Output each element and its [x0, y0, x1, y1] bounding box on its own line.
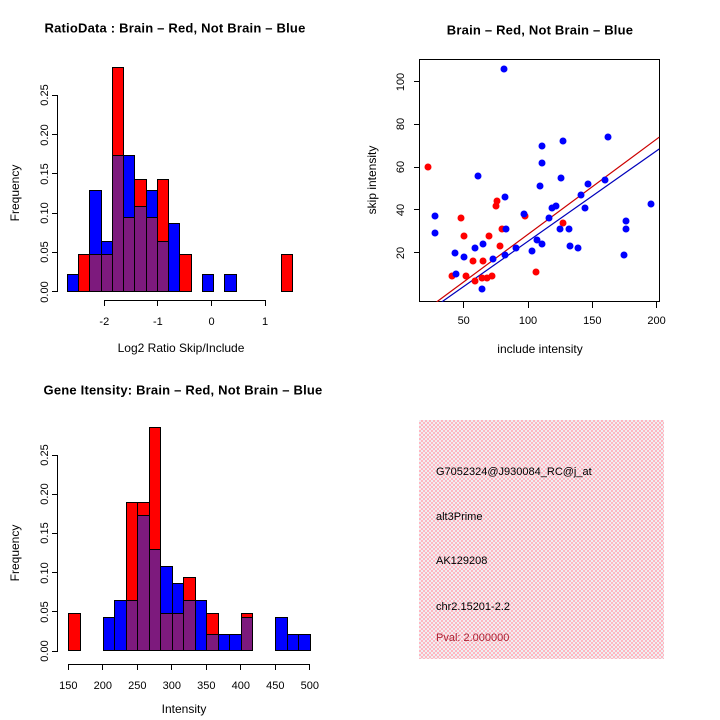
y-tick — [52, 173, 58, 174]
scatter-point-blue — [472, 245, 479, 252]
scatter-point-blue — [567, 243, 574, 250]
x-tick — [309, 664, 310, 670]
x-tick — [463, 302, 464, 308]
y-tick — [52, 95, 58, 96]
scatter-point-red — [486, 232, 493, 239]
hist-bar-red — [281, 254, 293, 292]
gene-info-line: G7052324@J930084_RC@j_at — [436, 465, 592, 478]
x-tick-label: -1 — [153, 315, 163, 328]
hist-bar-blue — [224, 274, 236, 291]
scatter-point-blue — [500, 65, 507, 72]
x-tick-label: 400 — [231, 679, 250, 692]
gene-info-line: alt3Prime — [436, 510, 483, 523]
gene-histogram-ylabel: Frequency — [8, 524, 22, 582]
scatter-point-red — [460, 232, 467, 239]
pval-text: Pval: 2.000000 — [436, 632, 510, 645]
gene-info-panel — [419, 420, 664, 659]
x-tick-label: 200 — [647, 315, 666, 327]
x-tick-label: 350 — [197, 679, 216, 692]
y-tick — [52, 213, 58, 214]
scatter-point-blue — [622, 217, 629, 224]
x-tick — [211, 300, 212, 306]
x-tick — [528, 302, 529, 308]
y-tick-label: 40 — [395, 203, 407, 217]
scatter-point-blue — [452, 271, 459, 278]
scatter-point-blue — [602, 176, 609, 183]
hist-bar-red — [179, 254, 191, 292]
y-tick-label: 0.10 — [39, 202, 51, 224]
x-axis — [104, 300, 265, 301]
y-tick — [52, 572, 58, 573]
y-tick-label: 0.25 — [39, 84, 51, 106]
y-tick-label: 0.05 — [39, 241, 51, 264]
scatter-point-blue — [460, 253, 467, 260]
scatter-point-red — [479, 258, 486, 265]
scatter-point-blue — [575, 245, 582, 252]
x-tick-label: 500 — [300, 679, 319, 692]
x-tick-label: 100 — [518, 315, 538, 327]
scatter-point-blue — [513, 245, 520, 252]
x-tick — [206, 664, 207, 670]
hist-bar-overlap — [241, 617, 254, 651]
y-tick-label: 20 — [395, 246, 407, 259]
gene-info-line: chr2.15201-2.2 — [436, 600, 510, 613]
scatter-point-blue — [648, 200, 655, 207]
y-tick-label: 100 — [395, 72, 407, 91]
y-tick-label: 0.10 — [39, 561, 51, 584]
x-tick — [104, 300, 105, 306]
y-tick-label: 80 — [395, 118, 407, 131]
scatter-point-blue — [536, 183, 543, 190]
gene-histogram-xlabel: Intensity — [161, 702, 207, 716]
scatter-point-blue — [621, 251, 628, 258]
hist-bar-blue — [202, 274, 214, 291]
y-tick-label: 0.15 — [39, 522, 51, 545]
scatter-point-blue — [474, 172, 481, 179]
scatter-point-blue — [558, 174, 565, 181]
scatter-point-blue — [539, 142, 546, 149]
scatter-point-red — [469, 258, 476, 265]
scatter-point-blue — [553, 202, 560, 209]
scatter-point-blue — [585, 181, 592, 188]
x-tick — [265, 300, 266, 306]
scatter-point-blue — [622, 226, 629, 233]
y-tick-label: 60 — [395, 161, 407, 174]
x-tick-label: 150 — [59, 679, 78, 692]
ratio-histogram-title: RatioData : Brain – Red, Not Brain – Blue — [44, 20, 306, 36]
x-tick-label: 0 — [208, 315, 215, 328]
scatter-point-red — [532, 268, 539, 275]
ratio-histogram-xlabel: Log2 Ratio Skip/Include — [117, 341, 245, 355]
x-tick-label: -2 — [99, 315, 110, 328]
scatter-point-blue — [521, 211, 528, 218]
x-tick — [275, 664, 276, 670]
scatter-point-blue — [478, 286, 485, 293]
scatter-point-blue — [539, 241, 546, 248]
hist-bar-blue — [298, 634, 311, 651]
scatter-point-blue — [557, 226, 564, 233]
scatter-point-blue — [490, 256, 497, 263]
y-tick-label: 0.20 — [39, 123, 51, 146]
scatter-xlabel: include intensity — [497, 342, 583, 356]
scatter-point-blue — [451, 249, 458, 256]
ratio-histogram-ylabel: Frequency — [8, 164, 22, 222]
y-tick-label: 0.00 — [39, 280, 51, 303]
scatter-point-blue — [559, 138, 566, 145]
x-tick-label: 450 — [266, 679, 285, 692]
scatter-point-blue — [577, 191, 584, 198]
y-tick-label: 0.20 — [39, 483, 51, 505]
y-axis — [57, 455, 58, 651]
scatter-point-blue — [501, 194, 508, 201]
y-tick-label: 0.00 — [39, 640, 51, 662]
scatter-point-blue — [501, 251, 508, 258]
scatter-point-red — [424, 164, 431, 171]
scatter-point-red — [488, 273, 495, 280]
x-tick — [592, 302, 593, 308]
regression-lines — [419, 59, 660, 302]
scatter-point-blue — [545, 215, 552, 222]
y-tick — [52, 134, 58, 135]
scatter-point-blue — [503, 226, 510, 233]
scatter-point-blue — [432, 213, 439, 220]
x-tick — [171, 664, 172, 670]
x-tick-label: 200 — [93, 679, 112, 692]
scatter-point-red — [458, 215, 465, 222]
x-tick — [102, 664, 103, 670]
x-tick — [68, 664, 69, 670]
y-tick — [52, 494, 58, 495]
y-tick-label: 0.15 — [39, 163, 51, 185]
scatter-point-blue — [604, 134, 611, 141]
y-tick — [52, 651, 58, 652]
x-tick — [656, 302, 657, 308]
y-tick — [52, 611, 58, 612]
scatter-title: Brain – Red, Not Brain – Blue — [446, 22, 634, 38]
x-tick-label: 300 — [162, 679, 181, 692]
scatter-point-red — [494, 198, 501, 205]
scatter-ylabel: skip intensity — [365, 145, 379, 215]
gene-histogram-title: Gene Itensity: Brain – Red, Not Brain – Blue — [43, 382, 323, 398]
scatter-point-red — [496, 243, 503, 250]
scatter-point-blue — [432, 230, 439, 237]
y-tick — [52, 455, 58, 456]
x-tick — [137, 664, 138, 670]
gene-info-line: AK129208 — [436, 555, 488, 567]
x-tick-label: 50 — [457, 315, 470, 327]
x-tick-label: 250 — [128, 679, 147, 692]
x-tick-label: 150 — [583, 315, 602, 327]
y-tick — [52, 291, 58, 292]
scatter-point-blue — [581, 204, 588, 211]
y-tick-label: 0.05 — [39, 601, 51, 623]
y-axis — [57, 95, 58, 292]
scatter-point-blue — [479, 241, 486, 248]
scatter-point-blue — [539, 159, 546, 166]
scatter-point-red — [463, 273, 470, 280]
y-tick-label: 0.25 — [39, 444, 51, 466]
x-tick — [240, 664, 241, 670]
x-tick-label: 1 — [262, 315, 269, 328]
scatter-point-blue — [566, 226, 573, 233]
scatter-point-blue — [528, 247, 535, 254]
hist-bar-red — [68, 613, 81, 651]
y-tick — [52, 252, 58, 253]
x-tick — [157, 300, 158, 306]
y-tick — [52, 533, 58, 534]
x-axis — [68, 664, 310, 665]
